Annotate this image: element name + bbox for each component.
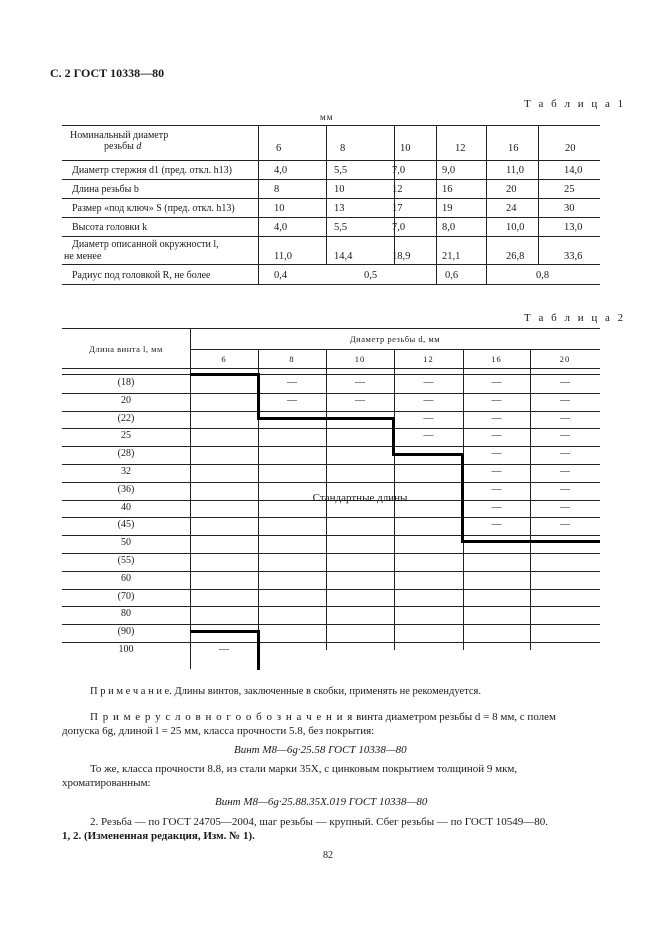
staircase-border (392, 453, 464, 456)
table1-cell: 8,0 (442, 222, 456, 233)
table1-cell: 10,0 (506, 222, 525, 233)
table1-rule (62, 160, 600, 161)
table2-rule (62, 374, 600, 375)
table1-cell: 25 (564, 184, 575, 195)
table1-cell: 12 (392, 184, 403, 195)
table2-dash: — (423, 394, 434, 406)
table1-cell: 17 (392, 203, 403, 214)
table1-header-line2: резьбы (104, 141, 134, 152)
designation-2: Винт М8—6g·25.88.35Х.019 ГОСТ 10338—80 (215, 796, 428, 808)
item2-line1: 2. Резьба — по ГОСТ 24705—2004, шаг резьбы — крупный. Сбег резьбы — по ГОСТ 10549—80. (90, 816, 548, 828)
table2-dash: — (560, 430, 570, 442)
staircase-border (257, 417, 394, 420)
table1-rule (62, 284, 600, 285)
table2-dash: — (423, 430, 434, 442)
example-paragraph (90, 710, 610, 724)
table1-cell: 18,9 (392, 251, 411, 262)
table1-row-label: Диаметр стержня d1 (пред. откл. h13) (72, 165, 232, 176)
table1-cell: 11,0 (274, 251, 292, 262)
table1-col-header: 10 (400, 143, 411, 154)
table2-rule (62, 482, 600, 483)
table2-dash: — (560, 412, 570, 424)
staircase-border (190, 630, 260, 633)
table2-dash: — (560, 501, 570, 513)
table2-rule (62, 428, 600, 429)
table2-length-label: (55) (117, 555, 135, 566)
table2-length-label: (45) (117, 519, 135, 531)
table2-dash: — (219, 644, 229, 655)
table2-dash: — (491, 483, 502, 495)
table1-rule (538, 125, 539, 265)
table1-rule (62, 217, 600, 218)
table2-length-label: (28) (117, 448, 135, 460)
page-number: 82 (323, 850, 333, 861)
table1-cell: 13,0 (564, 222, 583, 233)
table1-row-label: Размер «под ключ» S (пред. откл. h13) (72, 203, 235, 214)
table1-row-label: Диаметр описанной окружности l, (72, 239, 219, 250)
table2-length-label: 40 (121, 501, 131, 513)
table2-rule (62, 328, 600, 329)
table1-row-label: Высота головки k (72, 222, 148, 233)
same-text2: хроматированным: (62, 777, 151, 789)
table2-length-label: 50 (121, 537, 131, 549)
table2-rule (62, 571, 600, 572)
table1-cell: 21,1 (442, 251, 461, 262)
table2-rule (62, 624, 600, 625)
table1-cell: 5,5 (334, 165, 348, 176)
table1-cell: 0,5 (364, 270, 378, 281)
table1-col-header: 8 (340, 143, 346, 154)
table1-row-label: Длина резьбы b (72, 184, 139, 195)
example-heading: П р и м е р у с л о в н о г о о б о з н а ч е н и я (90, 711, 354, 723)
table1-rule (436, 125, 437, 284)
table1-rule (62, 125, 600, 126)
table1-col-header: 16 (508, 143, 519, 154)
table2-dash: — (491, 430, 502, 442)
table1-cell: 10 (274, 203, 285, 214)
table2-col-header: 16 (491, 354, 502, 364)
table1-cell: 24 (506, 203, 517, 214)
table1-cell: 33,6 (564, 251, 583, 262)
table1-cell: 10 (334, 184, 345, 195)
table1-rule (62, 236, 600, 237)
example-text2: допуска 6g, длиной l = 25 мм, класса прочности 5.8, без покрытия: (62, 725, 375, 737)
table1-cell: 14,4 (334, 251, 353, 262)
table2-rule (62, 606, 600, 607)
table1-rule (62, 198, 600, 199)
table2-rule (62, 446, 600, 447)
table2-dash: — (287, 394, 297, 406)
table1-cell: 4,0 (274, 222, 288, 233)
note-text: Длины винтов, заключенные в скобки, применять не рекомендуется. (174, 686, 481, 697)
table1-cell: 16 (442, 184, 453, 195)
table1-cell: 20 (506, 184, 517, 195)
staircase-border (257, 630, 260, 670)
table1-rule (258, 125, 259, 284)
table2-col-header: 10 (354, 354, 366, 364)
table1-cell: 9,0 (442, 165, 456, 176)
table1-col-header: 12 (455, 143, 466, 154)
staircase-border (461, 540, 600, 543)
table1-unit: мм (320, 112, 334, 122)
table2-dash: — (423, 377, 434, 388)
table2-dash: — (355, 377, 365, 388)
table1-cell: 30 (564, 203, 575, 214)
table1-caption: Т а б л и ц а 1 (524, 98, 626, 110)
staircase-border (392, 417, 395, 455)
table1-col-header: 6 (276, 143, 282, 154)
table2-rule (62, 368, 600, 369)
table2-rule (62, 642, 600, 643)
table2-length-label: 100 (118, 644, 134, 655)
table1-cell: 11,0 (506, 165, 524, 176)
table1-cell: 0,8 (536, 270, 550, 281)
table1-row-label: Радиус под головкой R, не более (72, 270, 211, 281)
table2-rule (62, 517, 600, 518)
table1-rule (486, 125, 487, 284)
table2-dash: — (560, 519, 570, 531)
table2-rule (190, 349, 600, 350)
table2-col-header: 8 (289, 354, 295, 364)
table2-length-label: 32 (121, 466, 131, 477)
table1-rule (326, 125, 327, 265)
table2-caption: Т а б л и ц а 2 (524, 312, 626, 324)
table1-col-header: 20 (565, 143, 576, 154)
table2-dash: — (560, 377, 570, 388)
table1-rule (62, 179, 600, 180)
table2-dash: — (491, 394, 502, 406)
table1-header-label (70, 130, 250, 152)
table2-col-header: 6 (221, 354, 227, 364)
staircase-border (461, 453, 464, 542)
table2-rule (62, 464, 600, 465)
table2-dash: — (560, 448, 570, 460)
designation-1: Винт М8—6g·25.58 ГОСТ 10338—80 (234, 744, 407, 756)
table2-dash: — (560, 466, 570, 477)
table1-header-line1: Номинальный диаметр (70, 130, 169, 141)
table2-col-group-header: Диаметр резьбы d, мм (349, 334, 441, 344)
table2-dash: — (491, 448, 502, 460)
table2-rule (190, 328, 191, 669)
note (90, 685, 481, 699)
table2-dash: — (219, 626, 229, 638)
table2-row-header (62, 344, 190, 354)
table1-cell: 0,4 (274, 270, 288, 281)
table2-length-label: (36) (117, 483, 135, 495)
table2-dash: — (560, 483, 570, 495)
table2-col-header: 20 (559, 354, 571, 364)
note-label: П р и м е ч а н и е. (90, 686, 172, 697)
table1-cell: 13 (334, 203, 345, 214)
table1-header-var: d (136, 141, 142, 152)
table2-length-label: 20 (121, 394, 131, 406)
table2-length-label: (70) (117, 590, 135, 602)
table2-length-label: (18) (117, 377, 135, 388)
table1-row-label: не менее (64, 251, 102, 262)
table2-length-label: 80 (121, 608, 131, 620)
table2-rule (62, 589, 600, 590)
same-text1: То же, класса прочности 8.8, из стали марки 35Х, с цинковым покрытием толщиной 9 мкм, (90, 763, 518, 775)
table2-dash: — (491, 377, 502, 388)
table2-col-header: 12 (423, 354, 434, 364)
table2-dash: — (491, 412, 502, 424)
table2-row-header-text: Длина винта l, мм (89, 344, 163, 354)
table2-dash: — (423, 412, 434, 424)
item2-line2: 1, 2. (Измененная редакция, Изм. № 1). (62, 830, 255, 842)
table1-cell: 7,0 (392, 222, 406, 233)
table2-rule (62, 411, 600, 412)
table2-length-label: (90) (117, 626, 135, 638)
table1-cell: 8 (274, 184, 280, 195)
table1-rule (62, 264, 600, 265)
table2-length-label: 60 (121, 572, 131, 584)
table2-rule (62, 535, 600, 536)
table1-cell: 7,0 (392, 165, 406, 176)
table2-dash: — (491, 501, 502, 513)
page-header: С. 2 ГОСТ 10338—80 (50, 66, 165, 80)
table1-cell: 4,0 (274, 165, 288, 176)
table2-dash: — (287, 377, 297, 388)
example-text1: винта диаметром резьбы d = 8 мм, с полем (356, 711, 556, 723)
table1-cell: 5,5 (334, 222, 348, 233)
table2-dash: — (560, 394, 570, 406)
table1-cell: 26,8 (506, 251, 525, 262)
table2-dash: — (491, 519, 502, 531)
table1-cell: 14,0 (564, 165, 583, 176)
table1-cell: 0,6 (445, 270, 459, 281)
table2-length-label: 25 (121, 430, 131, 442)
table2-rule (62, 553, 600, 554)
table2-length-label: (22) (117, 412, 135, 424)
staircase-border (190, 373, 260, 376)
table2-rule (62, 393, 600, 394)
table1-cell: 19 (442, 203, 453, 214)
table1-rule (394, 125, 395, 265)
staircase-border (257, 373, 260, 419)
table2-dash: — (491, 466, 502, 477)
table2-dash: — (355, 394, 365, 406)
standard-lengths-label: Стандартные длины (312, 492, 408, 504)
